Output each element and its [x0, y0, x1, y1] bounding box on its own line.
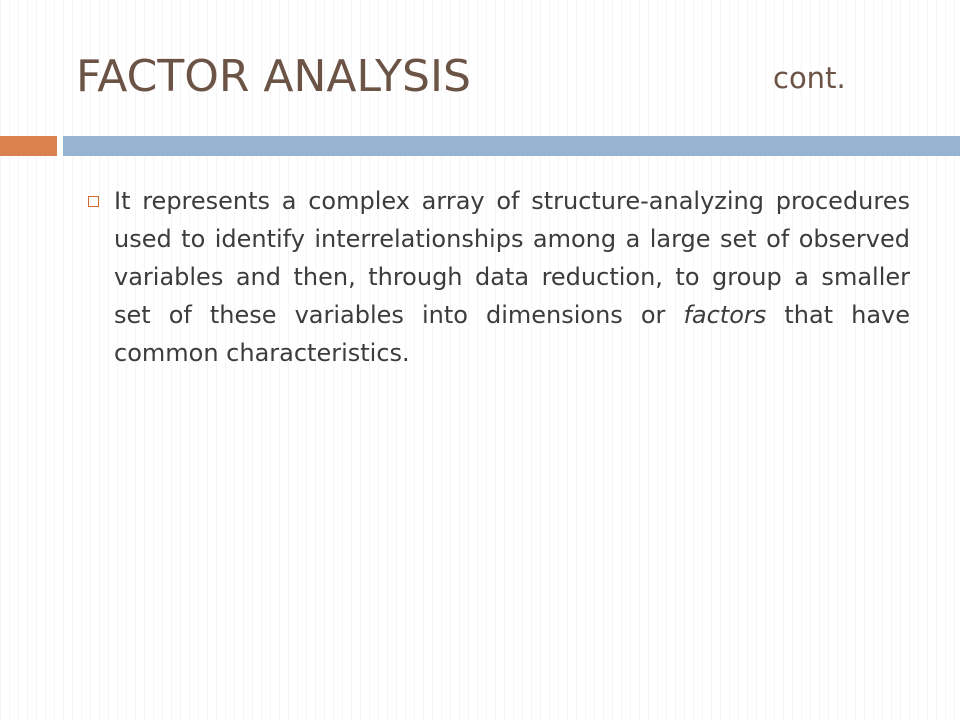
hollow-square-bullet-icon [88, 196, 99, 207]
bullet-text-after: that have common characteristics. [114, 301, 910, 367]
bullet-list [88, 182, 910, 372]
bullet-text-emphasis: factors [683, 301, 767, 329]
title-text: FACTOR ANALYSIS [76, 51, 471, 102]
bullet-item [88, 182, 910, 372]
slide-title [76, 50, 846, 104]
bullet-text-before: It represents a complex array of structure-analyzing procedures used to identify interrelationships among a large set of observed variables and then, through data reduction, to group a smaller set of these variables into dimensions or [114, 187, 910, 329]
accent-bar-blue [63, 136, 960, 156]
title-suffix: cont. [773, 61, 846, 95]
accent-bar-orange [0, 136, 57, 156]
bullet-text [114, 182, 910, 372]
